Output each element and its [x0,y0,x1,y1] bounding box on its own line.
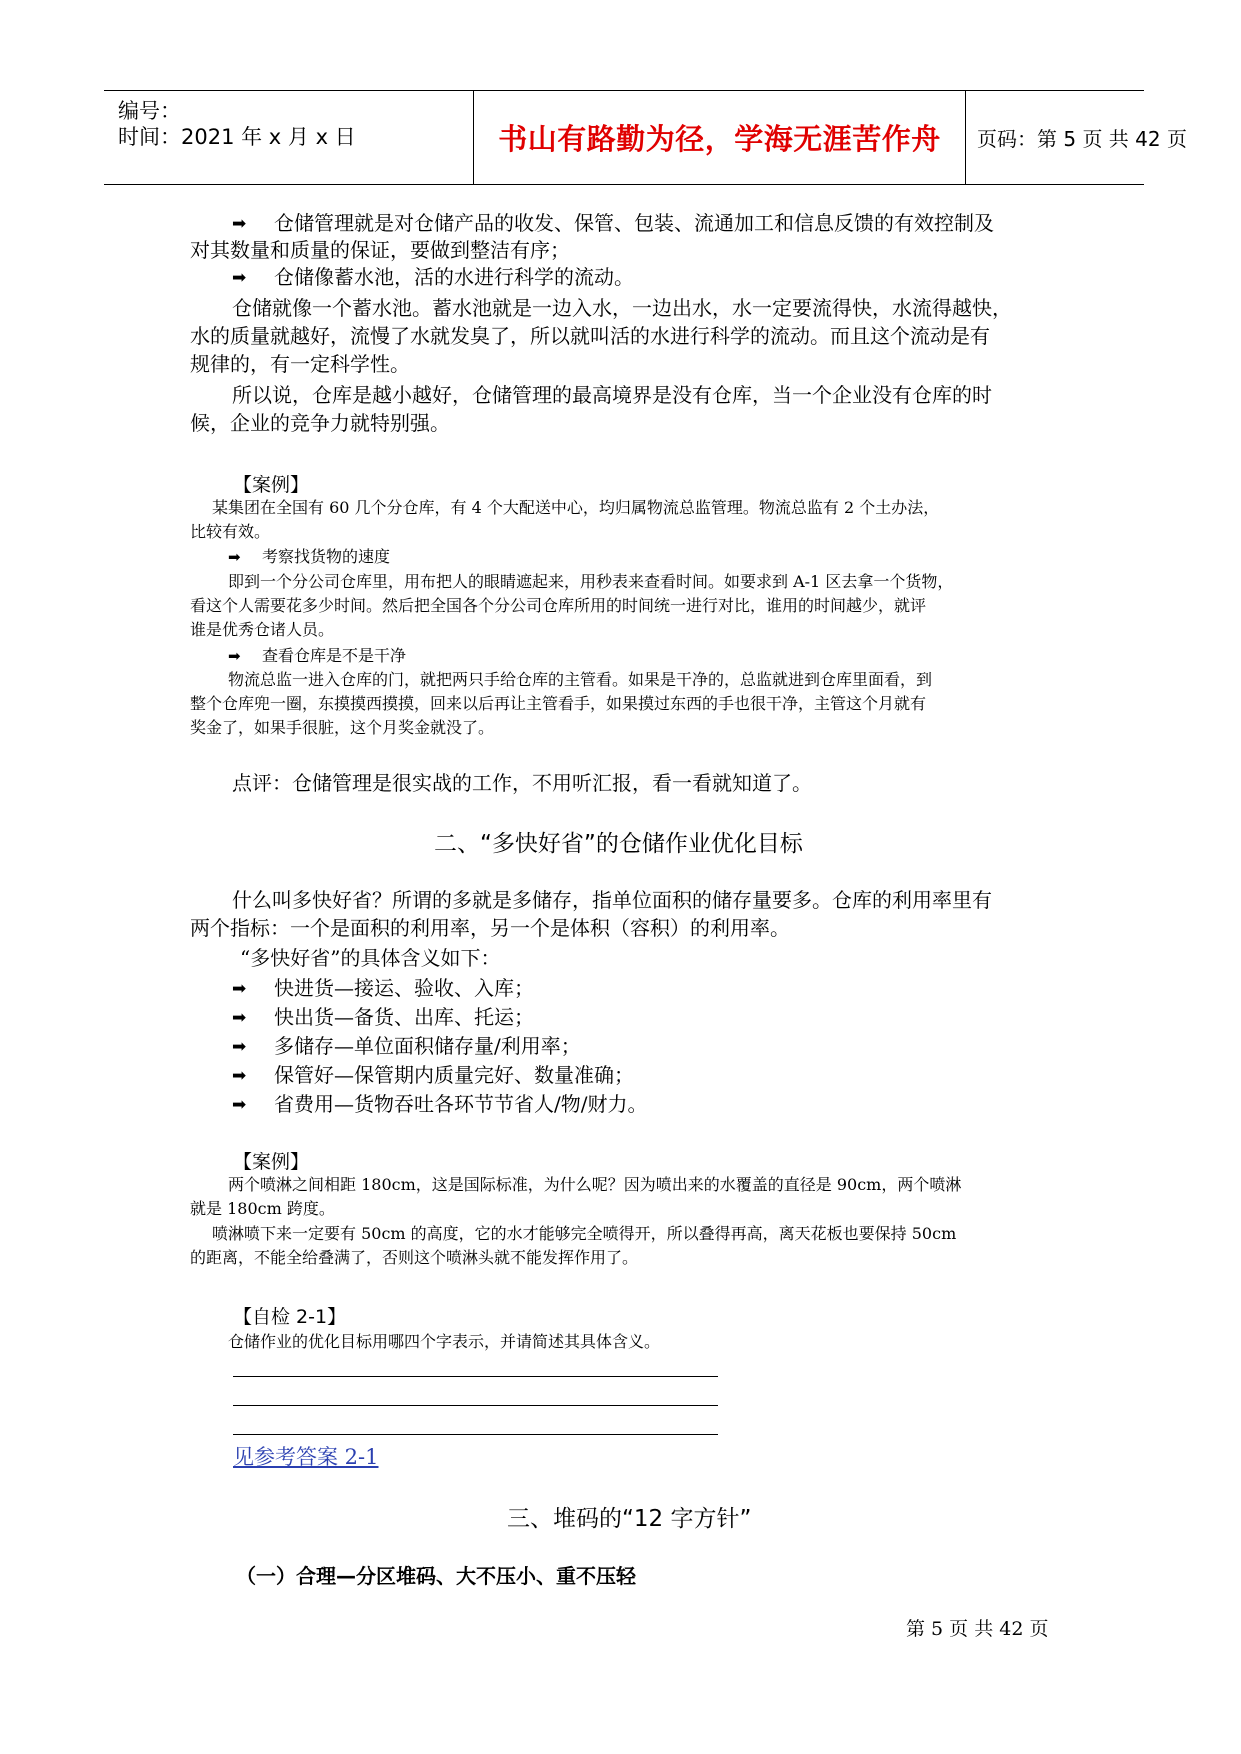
case-text-line: 的距离，不能全给叠满了，否则这个喷淋头就不能发挥作用了。 [190,1248,639,1267]
case-text-line: 即到一个分公司仓库里，用布把人的眼睛遮起来，用秒表来查看时间。如要求到 A-1 区去拿一个货物， [228,572,954,591]
bullet-text: 仓储像蓄水池，活的水进行科学的流动。 [274,265,634,289]
arrow-right-icon: ➡ [232,1095,247,1115]
paragraph-line: 仓储就像一个蓄水池。蓄水池就是一边入水，一边出水，水一定要流得快，水流得越快， [232,296,1012,320]
selfcheck-label: 【自检 2-1】 [233,1306,347,1328]
list-item: 保管好—保管期内质量完好、数量准确； [274,1063,634,1087]
header-motto-cell [473,91,966,184]
case-text-line: 看这个人需要花多少时间。然后把全国各个分公司仓库所用的时间统一进行对比，谁用的时间越少，就评 [190,596,927,615]
header-left-cell [118,91,473,184]
sub-heading: （一）合理—分区堆码、大不压小、重不压轻 [236,1564,636,1588]
case-text-line: 整个仓库兜一圈，东摸摸西摸摸，回来以后再让主管看手，如果摸过东西的手也很干净，主管这个月就有 [190,694,927,713]
answer-line [233,1405,718,1406]
selfcheck-question: 仓储作业的优化目标用哪四个字表示，并请简述其具体含义。 [228,1332,661,1351]
case-label: 【案例】 [233,1151,310,1173]
arrow-right-icon: ➡ [232,1066,247,1086]
case-bullet-text: 考察找货物的速度 [262,547,391,566]
case-text-line: 谁是优秀仓诸人员。 [190,620,335,639]
case-text-line: 就是 180cm 跨度。 [190,1199,335,1218]
bullet-text-continued: 对其数量和质量的保证，要做到整洁有序； [190,238,570,262]
document-number-label: 编号： [118,99,181,123]
case-text-line: 奖金了，如果手很脏，这个月奖金就没了。 [190,718,495,737]
paragraph-line: 所以说，仓库是越小越好，仓储管理的最高境界是没有仓库，当一个企业没有仓库的时 [232,383,992,407]
case-bullet-text: 查看仓库是不是干净 [262,646,407,665]
answer-line [233,1376,718,1377]
case-text-line: 两个喷淋之间相距 180cm，这是国际标准，为什么呢？因为喷出来的水覆盖的直径是 90cm，两个喷淋 [228,1175,962,1194]
list-item: 多储存—单位面积储存量/利用率； [274,1034,581,1058]
case-text-line: 喷淋喷下来一定要有 50cm 的高度，它的水才能够完全喷得开，所以叠得再高，离天花板也要保持 50cm [212,1224,957,1243]
answer-link[interactable]: 见参考答案 2-1 [233,1445,379,1469]
paragraph-line: 候，企业的竞争力就特别强。 [190,411,450,435]
page-header [104,90,1187,185]
arrow-right-icon: ➡ [232,979,247,999]
case-text-line: 物流总监一进入仓库的门，就把两只手给仓库的主管看。如果是干净的，总监就进到仓库里面看，到 [228,670,933,689]
answer-line [233,1434,718,1435]
list-item: 快进货—接运、验收、入库； [274,976,534,1000]
header-page-cell [965,91,1187,184]
section-heading: 三、堆码的“12 字方针” [507,1506,752,1532]
arrow-right-icon: ➡ [232,1008,247,1028]
paragraph-line: 规律的，有一定科学性。 [190,352,410,376]
case-label: 【案例】 [233,474,310,496]
header-page-label: 页码：第 5 页 共 42 页 [977,127,1187,151]
paragraph-line: 两个指标：一个是面积的利用率，另一个是体积（容积）的利用率。 [190,916,790,940]
paragraph-line: 水的质量就越好，流慢了水就发臭了，所以就叫活的水进行科学的流动。而且这个流动是有 [190,324,990,348]
arrow-right-icon: ➡ [232,214,247,234]
list-item: 快出货—备货、出库、托运； [274,1005,534,1029]
header-motto: 书山有路勤为径，学海无涯苦作舟 [498,122,941,156]
document-time-label: 时间：2021 年 x 月 x 日 [118,125,356,149]
arrow-right-icon: ➡ [232,1037,247,1057]
page-footer: 第 5 页 共 42 页 [906,1618,1049,1640]
arrow-right-icon: ➡ [228,647,241,665]
paragraph-line: 什么叫多快好省？所谓的多就是多储存，指单位面积的储存量要多。仓库的利用率里有 [232,888,992,912]
section-heading: 二、“多快好省”的仓储作业优化目标 [434,831,803,857]
case-text-line: 某集团在全国有 60 几个分仓库，有 4 个大配送中心，均归属物流总监管理。物流总监有 2 个土办法， [212,498,940,517]
list-intro: “多快好省”的具体含义如下： [240,946,501,970]
case-text-line: 比较有效。 [190,522,271,541]
case-comment: 点评：仓储管理是很实战的工作，不用听汇报，看一看就知道了。 [232,771,812,795]
arrow-right-icon: ➡ [232,268,247,288]
bullet-text: 仓储管理就是对仓储产品的收发、保管、包装、流通加工和信息反馈的有效控制及 [274,211,994,235]
arrow-right-icon: ➡ [228,548,241,566]
list-item: 省费用—货物吞吐各环节节省人/物/财力。 [274,1092,648,1116]
